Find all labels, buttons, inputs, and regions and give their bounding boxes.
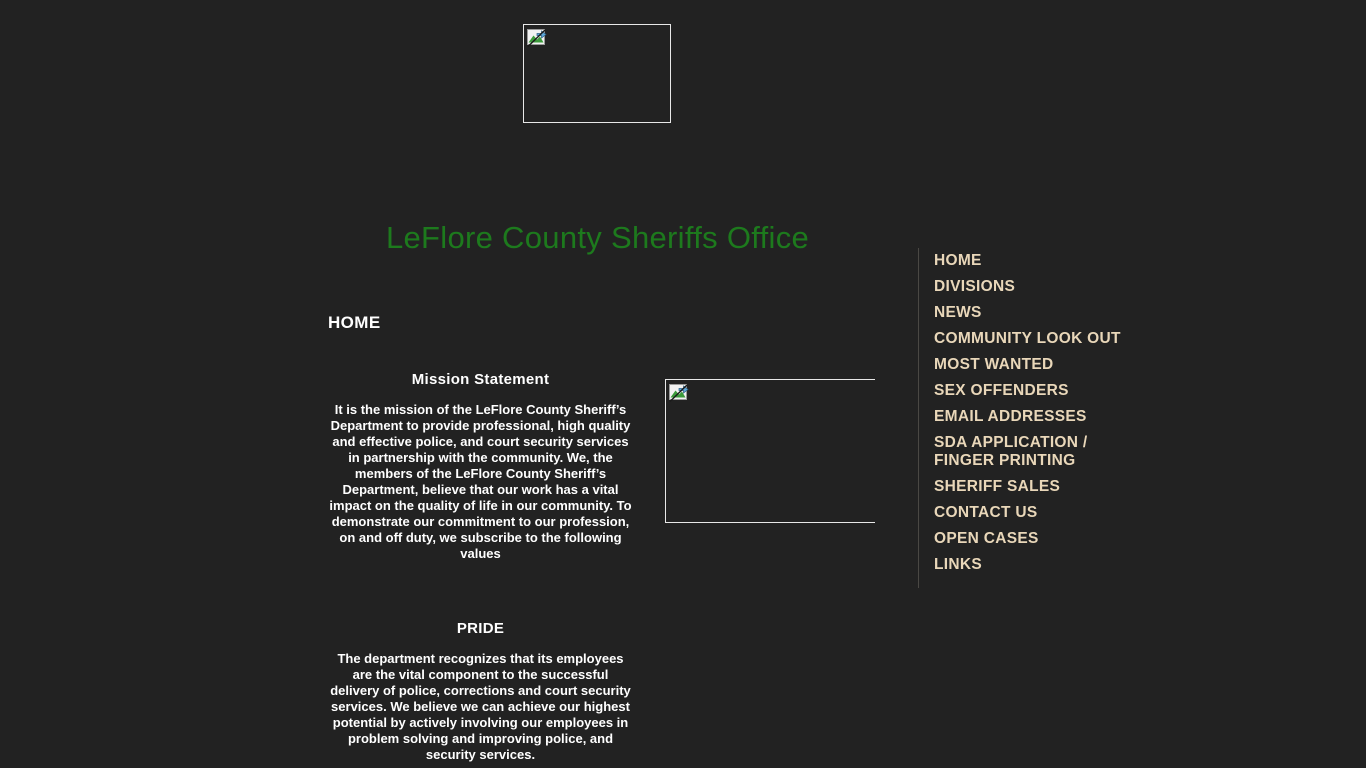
page-title: HOME: [328, 313, 381, 332]
broken-image-icon: [669, 383, 689, 403]
sidebar-item-community-look-out[interactable]: COMMUNITY LOOK OUT: [934, 330, 1121, 347]
section-spacer: [328, 562, 888, 620]
content-row-one: [328, 371, 888, 562]
content-row-two: [328, 620, 888, 763]
sidebar-item-email-addresses[interactable]: EMAIL ADDRESSES: [934, 408, 1087, 425]
sidebar-item-contact-us[interactable]: CONTACT US: [934, 504, 1038, 521]
mission-section-title: Mission Statement: [411, 371, 550, 388]
pride-section-body: The department recognizes that its employees are the vital component to the successful delivery of police, corrections and court security services. We believe we can achieve our highest potential by actively involving our employees in problem solving and improving police, and security services.: [330, 651, 631, 762]
mission-section-body: It is the mission of the LeFlore County Sheriff’s Department to provide professional, high quality and effective police, and court security services in partnership with the community. We, the members of the LeFlore County Sheriff’s Department, believe that our work has a vital impact on the quality of life in our community. To demonstrate our commitment to our profession, on and off duty, we subscribe to the following values: [329, 402, 632, 561]
header-logo[interactable]: [523, 24, 671, 123]
site-title: LeFlore County Sheriffs Office: [385, 220, 810, 255]
content-image-placeholder: [665, 379, 875, 523]
sidebar-item-sheriff-sales[interactable]: SHERIFF SALES: [934, 478, 1061, 495]
sidebar-nav: [918, 248, 1134, 588]
broken-image-icon: [527, 28, 547, 48]
header-logo-placeholder: [523, 24, 671, 123]
sidebar-item-sda-application-finger-printing[interactable]: SDA APPLICATION / FINGER PRINTING: [934, 434, 1088, 469]
sidebar-item-sex-offenders[interactable]: SEX OFFENDERS: [934, 382, 1069, 399]
mission-section: [328, 371, 633, 562]
sidebar-item-most-wanted[interactable]: MOST WANTED: [934, 356, 1054, 373]
pride-section: [328, 620, 633, 763]
sidebar-item-divisions[interactable]: DIVISIONS: [934, 278, 1016, 295]
sidebar-item-open-cases[interactable]: OPEN CASES: [934, 530, 1039, 547]
pride-section-title: PRIDE: [456, 620, 505, 637]
sidebar-item-news[interactable]: NEWS: [934, 304, 982, 321]
sidebar-item-home[interactable]: HOME: [934, 252, 982, 269]
main-content: [328, 313, 888, 763]
content-image-wrap[interactable]: [665, 371, 875, 523]
sidebar-item-links[interactable]: LINKS: [934, 556, 982, 573]
